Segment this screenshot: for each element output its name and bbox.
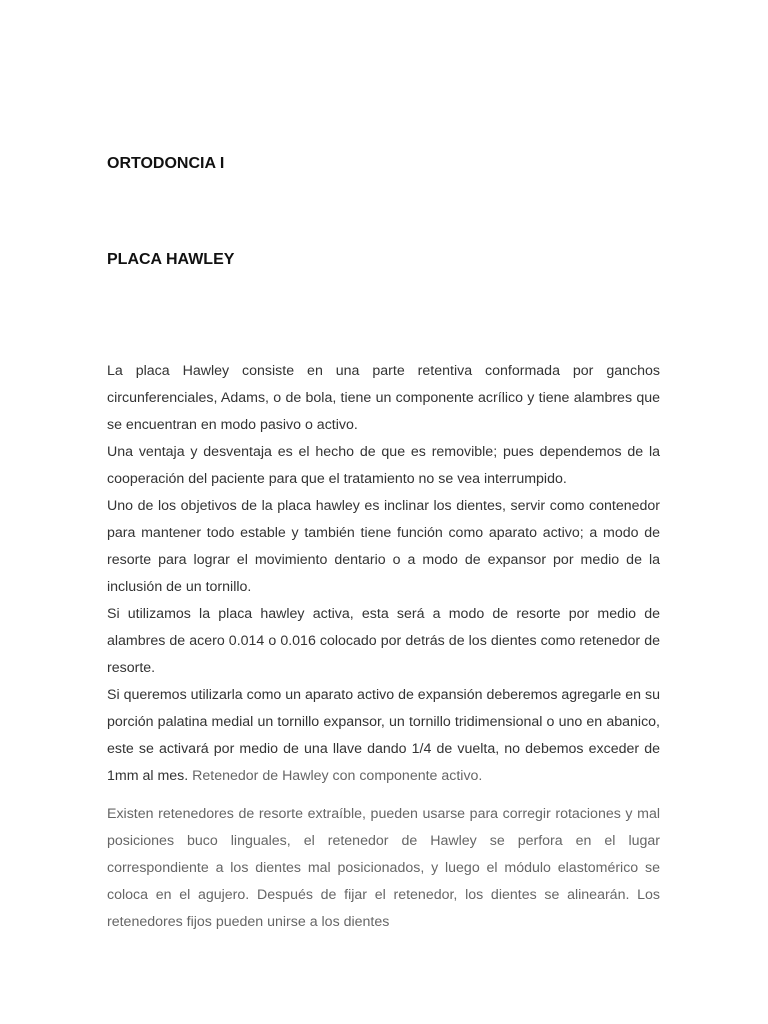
course-title: ORTODONCIA I bbox=[107, 155, 225, 172]
paragraph-expansion bbox=[107, 682, 660, 790]
figure-caption: Retenedor de Hawley con componente activo. bbox=[188, 768, 483, 784]
paragraph-active-use: Si utilizamos la placa hawley activa, esta será a modo de resorte por medio de alambres de acero 0.014 o 0.016 colocado por detrás de los dientes como retenedor de resorte. bbox=[107, 606, 660, 676]
document-body bbox=[107, 358, 660, 790]
paragraph-definition: La placa Hawley consiste en una parte retentiva conformada por ganchos circunferenciales, Adams, o de bola, tiene un componente acrílico y tiene alambres que se encuentran en modo pasivo o activo. bbox=[107, 363, 660, 433]
paragraph-removable-retainers: Existen retenedores de resorte extraíble, pueden usarse para corregir rotaciones y mal posiciones buco linguales, el retenedor de Hawley se perfora en el lugar correspondiente a los dientes mal posicionados, y luego el módulo elastomérico se coloca en el agujero. Después de fijar el retenedor, los dientes se alinearán. Los retenedores fijos pueden unirse a los dientes bbox=[107, 806, 660, 930]
paragraph-objectives: Uno de los objetivos de la placa hawley es inclinar los dientes, servir como contenedor para mantener todo estable y también tiene función como aparato activo; a modo de resorte para lograr el movimiento dentario o a modo de expansor por medio de la inclusión de un tornillo. bbox=[107, 498, 660, 595]
paragraph-expansion-text: Si queremos utilizarla como un aparato activo de expansión deberemos agregarle en su porción palatina medial un tornillo expansor, un tornillo tridimensional o uno en abanico, este se activará por medio de una llave dando 1/4 de vuelta, no debemos exceder de 1mm al mes. bbox=[107, 687, 660, 784]
document-body-continued bbox=[107, 801, 660, 936]
section-title: PLACA HAWLEY bbox=[107, 251, 235, 268]
paragraph-advantages: Una ventaja y desventaja es el hecho de que es removible; pues dependemos de la cooperación del paciente para que el tratamiento no se vea interrumpido. bbox=[107, 444, 660, 487]
